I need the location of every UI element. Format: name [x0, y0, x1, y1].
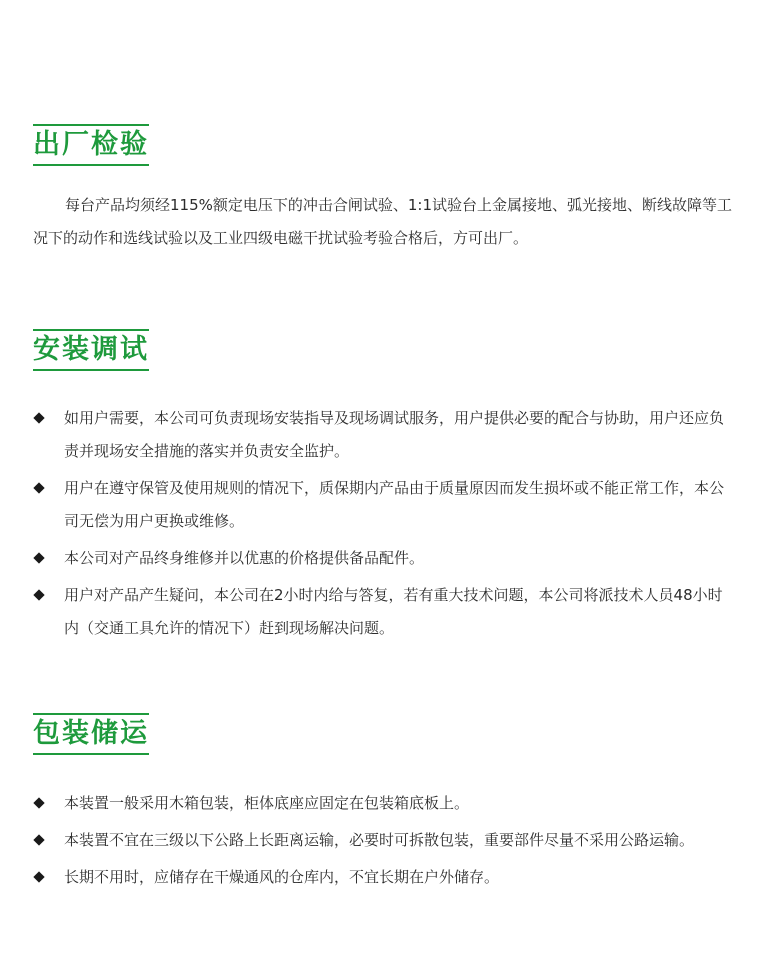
list-item — [33, 472, 733, 538]
inspection-paragraph: 每台产品均须经115%额定电压下的冲击合闸试验、1:1试验台上金属接地、弧光接地、断线故障等工况下的动作和选线试验以及工业四级电磁干扰试验考验合格后，方可出厂。 — [33, 196, 733, 247]
heading-rule-bottom — [33, 753, 149, 755]
list-item — [33, 579, 733, 645]
heading-rule-top — [33, 329, 149, 331]
diamond-bullet-icon — [33, 482, 44, 493]
list-item — [33, 787, 733, 820]
heading-title: 包装储运 — [33, 718, 149, 749]
list-item-text: 如用户需要，本公司可负责现场安装指导及现场调试服务，用户提供必要的配合与协助，用户还应负责并现场安全措施的落实并负责安全监护。 — [64, 409, 725, 460]
packaging-list — [33, 787, 733, 898]
section-heading-packaging — [33, 713, 149, 755]
heading-title: 安装调试 — [33, 334, 149, 365]
list-item — [33, 402, 733, 468]
list-item-text: 用户对产品产生疑问，本公司在2小时内给与答复，若有重大技术问题，本公司将派技术人员48小时内（交通工具允许的情况下）赶到现场解决问题。 — [64, 586, 723, 637]
heading-rule-top — [33, 124, 149, 126]
list-item — [33, 542, 733, 575]
list-item — [33, 861, 733, 894]
list-item-text: 用户在遵守保管及使用规则的情况下，质保期内产品由于质量原因而发生损坏或不能正常工作，本公司无偿为用户更换或维修。 — [64, 479, 725, 530]
diamond-bullet-icon — [33, 834, 44, 845]
list-item-text: 长期不用时，应储存在干燥通风的仓库内，不宜长期在户外储存。 — [64, 868, 500, 886]
list-item — [33, 824, 733, 857]
list-item-text: 本公司对产品终身维修并以优惠的价格提供备品配件。 — [64, 549, 425, 567]
heading-rule-bottom — [33, 164, 149, 166]
list-item-text: 本装置不宜在三级以下公路上长距离运输，必要时可拆散包装，重要部件尽量不采用公路运输。 — [64, 831, 695, 849]
diamond-bullet-icon — [33, 552, 44, 563]
section-heading-installation — [33, 329, 149, 371]
diamond-bullet-icon — [33, 797, 44, 808]
list-item-text: 本装置一般采用木箱包装，柜体底座应固定在包装箱底板上。 — [64, 794, 470, 812]
diamond-bullet-icon — [33, 589, 44, 600]
heading-rule-top — [33, 713, 149, 715]
diamond-bullet-icon — [33, 412, 44, 423]
section-heading-inspection — [33, 124, 149, 166]
heading-title: 出厂检验 — [33, 129, 149, 160]
diamond-bullet-icon — [33, 871, 44, 882]
installation-list — [33, 402, 733, 649]
heading-rule-bottom — [33, 369, 149, 371]
